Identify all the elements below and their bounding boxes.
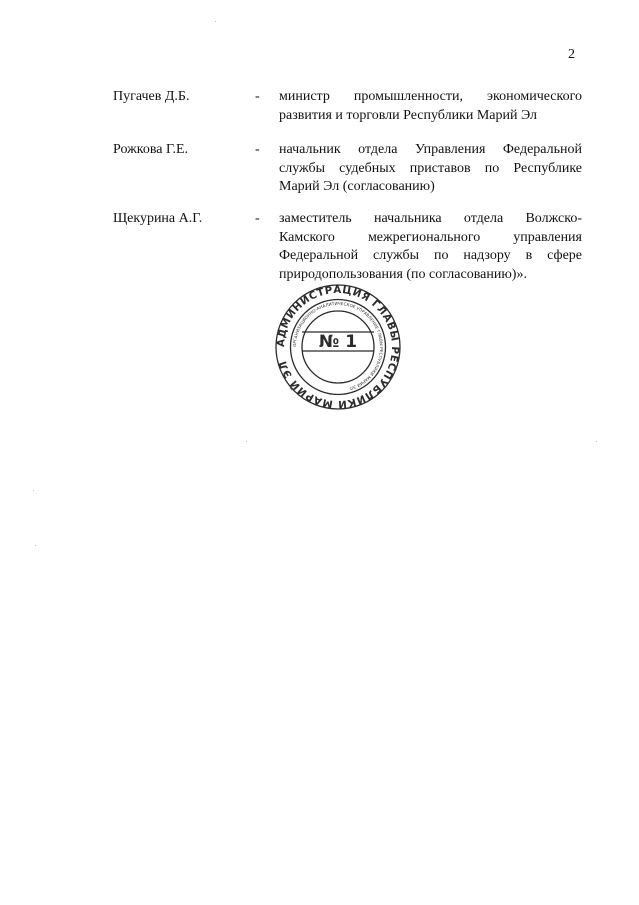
position-line: Федеральной службы по надзору в сфере <box>279 248 582 263</box>
scan-speck <box>215 21 216 22</box>
stamp-center-text: № 1 <box>318 332 358 352</box>
signatory-dash: - <box>255 89 260 104</box>
signatory-position <box>279 210 582 284</box>
scan-speck <box>33 490 34 491</box>
position-line: начальник отдела Управления Федеральной <box>279 142 582 157</box>
signatory-dash: - <box>255 211 260 226</box>
position-line: развития и торговли Республики Марий Эл <box>279 107 538 123</box>
signatory-dash: - <box>255 142 260 157</box>
position-line: Камского межрегионального управления <box>279 229 582 245</box>
scan-speck <box>596 441 597 442</box>
signatory-name: Щекурина А.Г. <box>113 211 203 226</box>
signatory-name: Пугачев Д.Б. <box>113 89 190 104</box>
position-line: министр промышленности, экономического <box>279 89 582 104</box>
stamp-outer-text: АДМИНИСТРАЦИЯ ГЛАВЫ РЕСПУБЛИКИ МАРИЙ ЭЛ <box>275 284 401 410</box>
scan-speck <box>246 441 247 442</box>
position-line: заместитель начальника отдела Волжско- <box>279 211 582 226</box>
position-line: службы судебных приставов по Республике <box>279 160 582 176</box>
scan-speck <box>35 545 36 546</box>
signatory-position <box>279 88 582 125</box>
official-stamp <box>274 283 402 411</box>
signatory-name: Рожкова Г.Е. <box>113 142 189 157</box>
position-line: Марий Эл (согласованию) <box>279 179 435 194</box>
position-line: природопользования (по согласованию)». <box>279 266 527 282</box>
stamp-inner-text: ОРГАНИЗАЦИОННО-АНАЛИТИЧЕСКОЕ УПРАВЛЕНИЕ ГЛАВЫ РЕСПУБЛИКИ МАРИЙ ЭЛ <box>291 300 385 392</box>
page-number: 2 <box>568 47 575 62</box>
stamp-seal-icon <box>274 283 402 411</box>
signatory-position <box>279 141 582 197</box>
